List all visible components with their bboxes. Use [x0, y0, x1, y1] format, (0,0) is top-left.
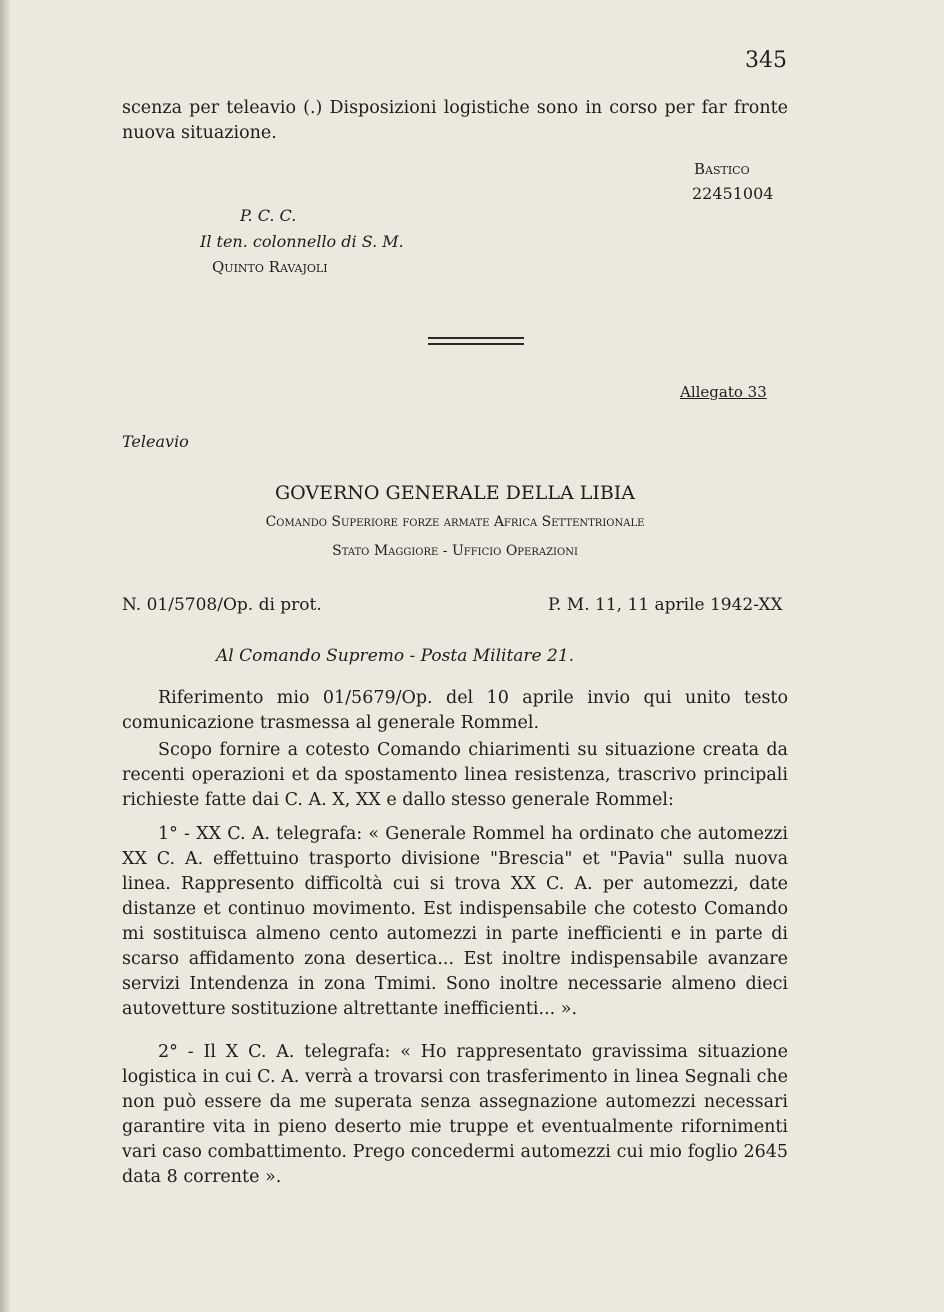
header-line-2: Comando Superiore forze armate Africa Settentrionale — [265, 514, 645, 530]
officer-title: Il ten. colonnello di S. M. — [200, 232, 404, 251]
addressee: Al Comando Supremo - Posta Militare 21. — [216, 646, 575, 666]
allegato-label: Allegato 33 — [680, 383, 767, 401]
pcc-label: P. C. C. — [240, 206, 297, 225]
officer-name: Quinto Ravajoli — [212, 258, 328, 276]
paragraph-4: 2° - Il X C. A. telegrafa: « Ho rappresentato gravissima situazione logistica in cui C. A. verrà a trovarsi con trasferimento in linea Segnali che non può essere da me superata senza assegnazione automezzi necessari garantire vita in pieno deserto mie truppe et eventualmente rifornimenti vari caso combattimento. Prego concedermi automezzi cui mio foglio 2645 data 8 corrente ». — [122, 1042, 788, 1187]
date-line: P. M. 11, 11 aprile 1942-XX — [548, 595, 783, 615]
teleavio-label: Teleavio — [122, 432, 189, 451]
signature-number: 22451004 — [692, 184, 774, 203]
divider-rule-top — [428, 337, 524, 339]
signature-bastico: Bastico — [694, 160, 750, 178]
top-paragraph: scenza per teleavio (.) Disposizioni logistiche sono in corso per far fronte nuova situazione. — [122, 98, 788, 143]
page-edge-shadow — [0, 0, 10, 1312]
protocol-number: N. 01/5708/Op. di prot. — [122, 595, 322, 615]
paragraph-3: 1° - XX C. A. telegrafa: « Generale Rommel ha ordinato che automezzi XX C. A. effettuino trasporto divisione "Brescia" et "Pavia" sulla nuova linea. Rappresento difficoltà cui si trova XX C. A. per automezzi, date distanze et continuo movimento. Est indispensabile che cotesto Comando mi sostituisca almeno cento automezzi in parte inefficienti e in parte di scarso affidamento zona desertica... Est inoltre indispensabile avanzare servizi Intendenza in zona Tmimi. Sono inoltre necessarie almeno dieci autovetture sostituzione altrettante inefficienti... ». — [122, 824, 788, 1019]
header-line-3: Stato Maggiore - Ufficio Operazioni — [332, 543, 578, 559]
header-line-1: GOVERNO GENERALE DELLA LIBIA — [274, 482, 636, 504]
divider-rule-bottom — [428, 343, 524, 345]
page-number: 345 — [745, 48, 787, 73]
paragraph-1: Riferimento mio 01/5679/Op. del 10 aprile invio qui unito testo comunicazione trasmessa al generale Rommel. — [122, 688, 788, 733]
paragraph-2: Scopo fornire a cotesto Comando chiarimenti su situazione creata da recenti operazioni et da spostamento linea resistenza, trascrivo principali richieste fatte dai C. A. X, XX e dallo stesso generale Rommel: — [122, 740, 788, 810]
